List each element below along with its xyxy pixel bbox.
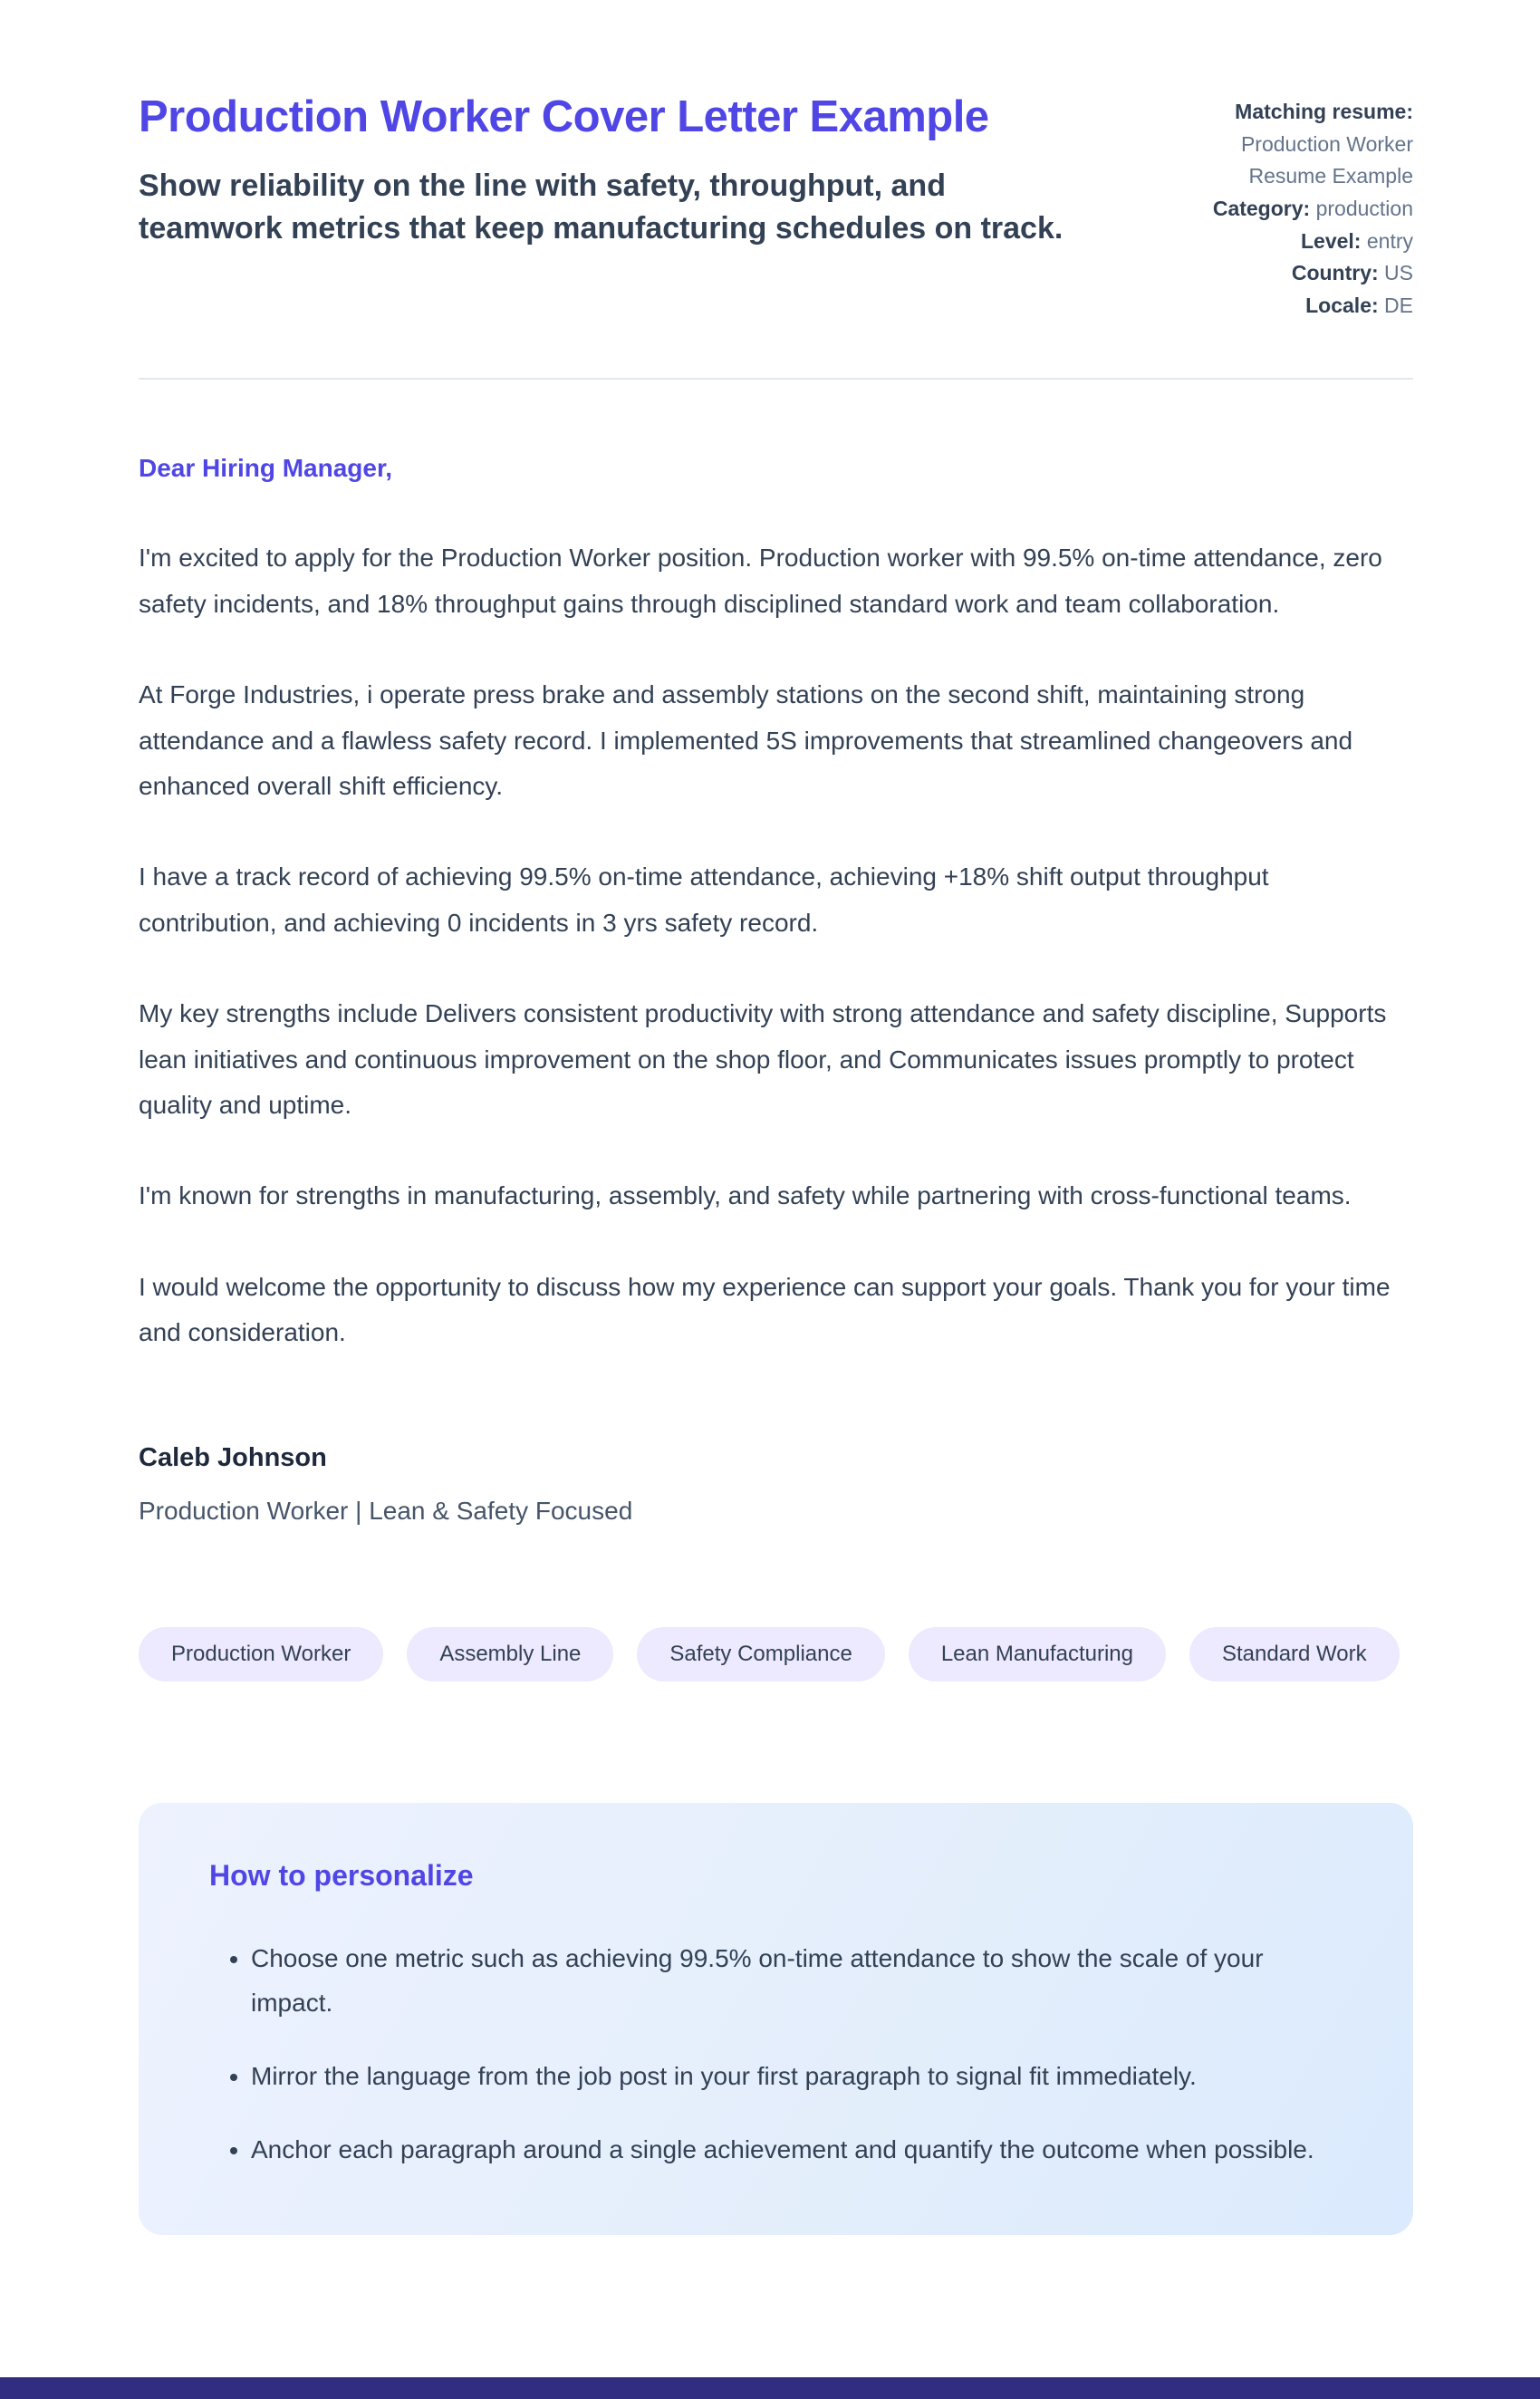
letter-paragraph: I'm excited to apply for the Production Worker position. Production worker with 99.5% on-time attendance, zero safety incidents, and 18% throughput gains through disciplined standard work and team collaboration.	[139, 544, 1382, 618]
page-title: Production Worker Cover Letter Example	[139, 92, 989, 141]
letter-paragraph: I have a track record of achieving 99.5% on-time attendance, achieving +18% shift output throughput contribution, and achieving 0 incidents in 3 yrs safety record.	[139, 862, 1269, 937]
tag-pill: Safety Compliance	[637, 1627, 884, 1681]
meta-category-label: Category:	[1212, 196, 1311, 220]
meta-matching-resume-label-text: Matching resume:	[1235, 100, 1413, 123]
meta-locale-label: Locale:	[1305, 293, 1379, 317]
meta-locale-row	[1213, 290, 1413, 323]
tips-heading: How to personalize	[209, 1858, 474, 1892]
header-divider	[139, 378, 1413, 380]
tip-item: • Anchor each paragraph around a single achievement and quantify the outcome when possible.	[251, 2127, 1343, 2172]
how-to-personalize-card	[139, 1803, 1413, 2235]
meta-locale-value: DE	[1384, 293, 1413, 317]
meta-level-value: entry	[1366, 228, 1413, 253]
meta-matching-resume-label	[1213, 96, 1413, 129]
tag-pill: Standard Work	[1189, 1627, 1400, 1681]
letter-paragraph: At Forge Industries, i operate press brake and assembly stations on the second shift, maintaining strong attendance and a flawless safety record. I implemented 5S improvements that streamlined changeovers and enhanced overall shift efficiency.	[139, 680, 1353, 801]
meta-category-row	[1213, 193, 1413, 226]
meta-matching-resume-line1: Production Worker	[1240, 131, 1413, 156]
meta-matching-resume-line2: Resume Example	[1248, 164, 1413, 188]
page-header	[139, 91, 1413, 322]
cover-letter-body	[139, 454, 1413, 1525]
signature-name: Caleb Johnson	[139, 1442, 327, 1472]
meta-level-row	[1213, 226, 1413, 258]
meta-level-label: Level:	[1300, 228, 1362, 253]
meta-country-value: US	[1384, 261, 1413, 285]
tags-row	[139, 1627, 1413, 1681]
salutation: Dear Hiring Manager,	[139, 454, 393, 483]
meta-category-value: production	[1315, 196, 1413, 220]
signature-title: Production Worker | Lean & Safety Focused	[139, 1496, 633, 1525]
tag-pill: Lean Manufacturing	[909, 1627, 1166, 1681]
letter-paragraph: I would welcome the opportunity to discuss how my experience can support your goals. Thank you for your time and consideration.	[139, 1272, 1391, 1347]
tips-list	[209, 1936, 1343, 2172]
meta-country-row	[1213, 257, 1413, 290]
tag-pill: Assembly Line	[407, 1627, 613, 1681]
tag-pill: Production Worker	[139, 1627, 383, 1681]
footer-accent-bar	[0, 2377, 1540, 2399]
header-title-block	[139, 91, 1090, 250]
page-subtitle: Show reliability on the line with safety, throughput, and teamwork metrics that keep manufacturing schedules on track.	[139, 168, 1064, 246]
resume-meta-block	[1213, 91, 1413, 322]
meta-country-label: Country:	[1291, 261, 1379, 285]
tip-item: • Mirror the language from the job post in your first paragraph to signal fit immediately.	[251, 2054, 1343, 2098]
letter-paragraph: I'm known for strengths in manufacturing, assembly, and safety while partnering with cross-functional teams.	[139, 1181, 1352, 1210]
letter-paragraph: My key strengths include Delivers consistent productivity with strong attendance and safety discipline, Supports lean initiatives and continuous improvement on the shop floor, and Communicates issues promptly to protect quality and uptime.	[139, 999, 1387, 1119]
tip-item: • Choose one metric such as achieving 99.5% on-time attendance to show the scale of your impact.	[251, 1936, 1343, 2025]
signature-block	[139, 1443, 1413, 1526]
